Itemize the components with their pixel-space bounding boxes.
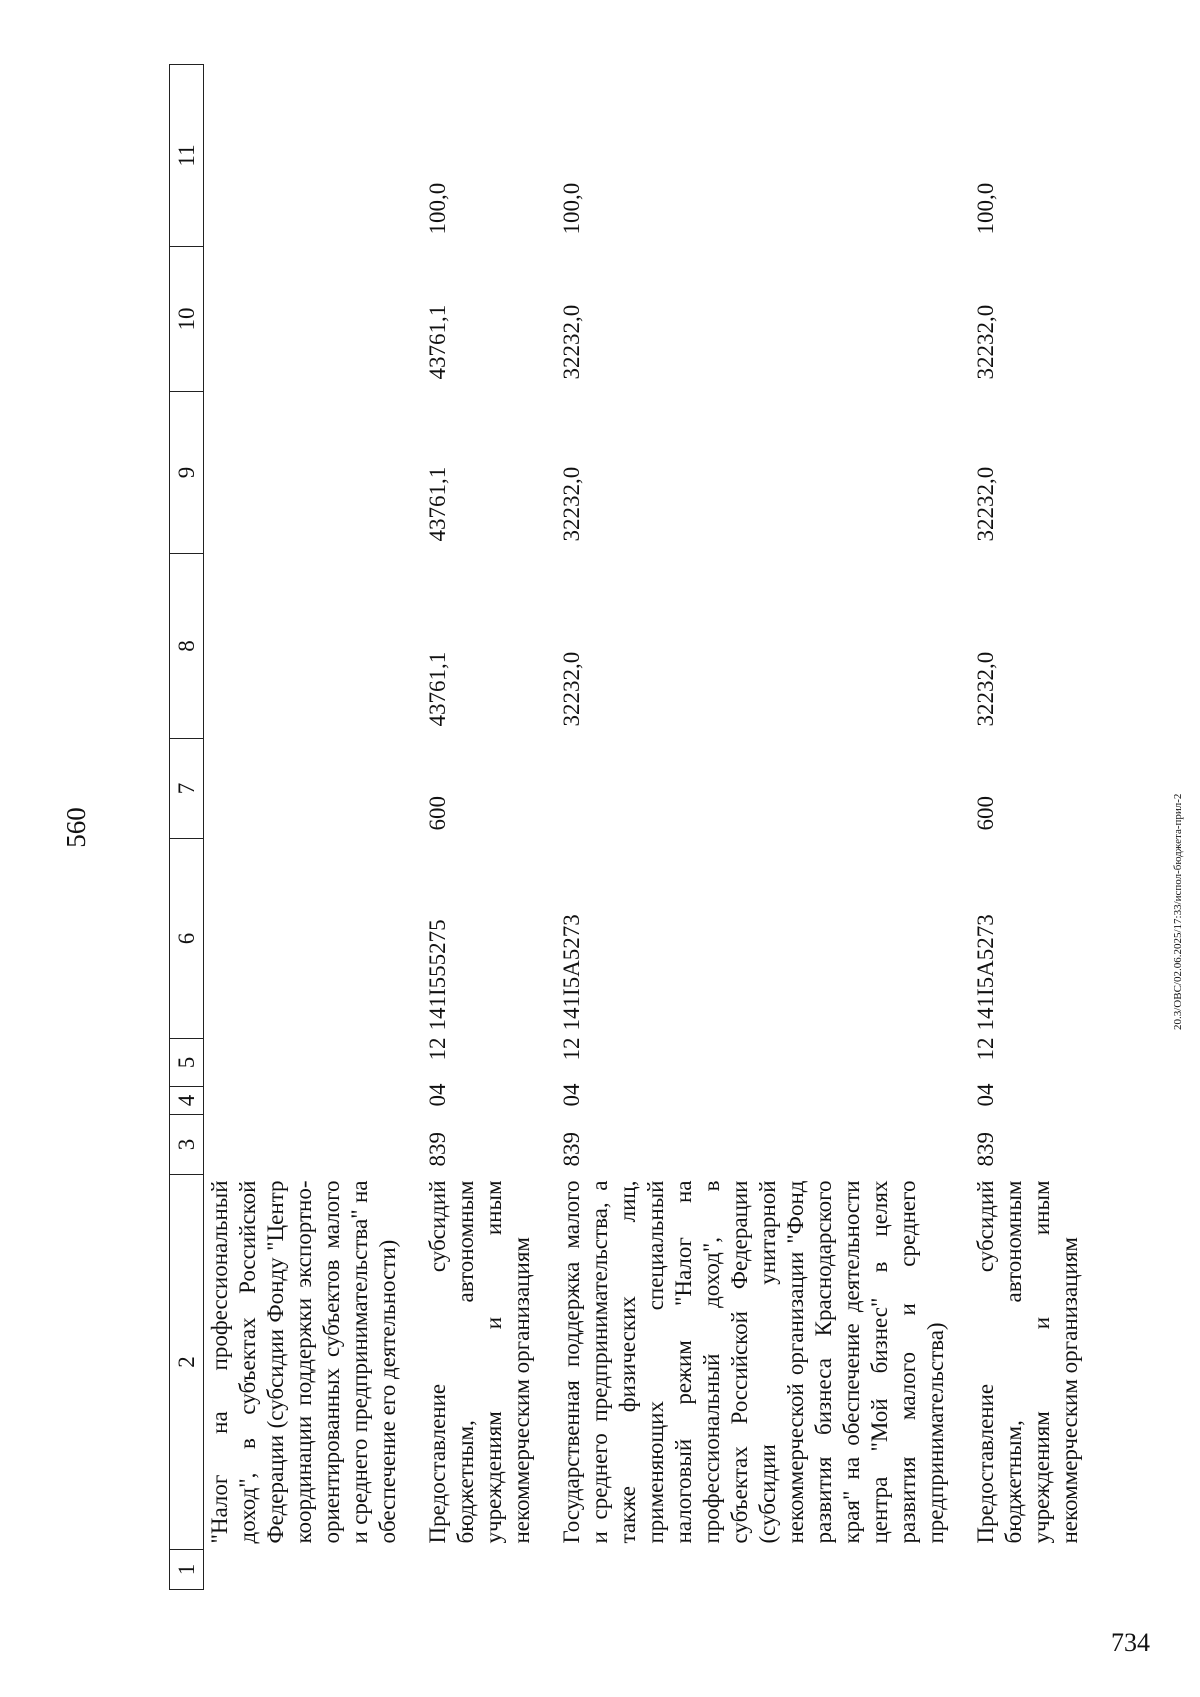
cell-plan: 43761,1 <box>425 651 450 727</box>
cell-approved: 32232,0 <box>559 466 584 542</box>
cell-approved: 32232,0 <box>973 466 998 542</box>
cell-ved: 839 <box>425 1132 450 1167</box>
column-header: 4 <box>170 1087 204 1115</box>
cell-approved <box>204 392 403 554</box>
column-header: 2 <box>170 1175 204 1550</box>
cell-vr: 600 <box>973 796 998 831</box>
cell-percent: 100,0 <box>973 182 998 235</box>
cell-ved: 839 <box>559 1132 584 1167</box>
cell-vr <box>558 739 950 839</box>
cell-ved: 839 <box>973 1132 998 1167</box>
table-row <box>204 65 403 1590</box>
cell-percent: 100,0 <box>425 182 450 235</box>
table-row <box>972 65 1084 1590</box>
row-name: Предоставление субсидий бюджетным, автономным учреждениям и иным некоммерческим организациям <box>425 1180 534 1544</box>
page-number-bottom: 734 <box>1111 1628 1150 1657</box>
cell-approved: 43761,1 <box>425 466 450 542</box>
column-header: 11 <box>170 65 204 247</box>
column-header: 1 <box>170 1550 204 1590</box>
cell-ved <box>204 1115 403 1175</box>
cell-rz: 04 <box>425 1083 450 1107</box>
cell-executed: 32232,0 <box>973 304 998 380</box>
column-header: 5 <box>170 1039 204 1087</box>
column-header: 9 <box>170 392 204 554</box>
table-row <box>558 65 950 1590</box>
cell-rz-pr <box>424 1039 536 1115</box>
cell-rz-pr <box>972 1039 1084 1115</box>
cell-plan <box>204 554 403 739</box>
cell-plan: 32232,0 <box>559 651 584 727</box>
row-name: Государственная поддержка малого и среднего предпринимательства, а также физических лиц, применяющих специальный налоговый режим "Налог на профессиональный доход", в субъектах Российской Федерации (субсидии унитарной некоммерческой организации "Фонд развития бизнеса Краснодарского края" на обеспечение деятельности центра "Мой бизнес" в целях развития малого и среднего предпринимательства) <box>559 1180 948 1544</box>
cell-percent: 100,0 <box>559 182 584 235</box>
row-name: Предоставление субсидий бюджетным, автономным учреждениям и иным некоммерческим организациям <box>973 1180 1082 1544</box>
cell-rz-pr <box>558 1039 950 1115</box>
document-stamp: 20.3/ОВС/02.06.2025/17:33/испол-бюджета-прил-2 <box>1172 793 1184 1030</box>
column-header: 3 <box>170 1115 204 1175</box>
column-header: 10 <box>170 247 204 392</box>
cell-csr: 141I555275 <box>425 919 450 1031</box>
cell-csr: 141I5A5273 <box>559 914 584 1031</box>
cell-executed: 43761,1 <box>425 304 450 380</box>
cell-vr: 600 <box>425 796 450 831</box>
cell-executed <box>204 247 403 392</box>
cell-rz: 04 <box>973 1083 998 1107</box>
cell-executed: 32232,0 <box>559 304 584 380</box>
table-header-row <box>170 65 204 1590</box>
cell-vr <box>204 739 403 839</box>
cell-pr: 12 <box>973 1037 998 1061</box>
cell-plan: 32232,0 <box>973 651 998 727</box>
column-header: 8 <box>170 554 204 739</box>
row-name: "Налог на профессиональный доход", в субъектах Российской Федерации (субсидии Фонду "Центр координации поддержки экспортно-ориентированных субъектов малого и среднего предпринимательства" на обеспечение его деятельности) <box>207 1180 400 1544</box>
column-header: 7 <box>170 739 204 839</box>
cell-percent <box>204 65 403 247</box>
table-row <box>424 65 536 1590</box>
budget-table <box>169 64 1084 1590</box>
cell-pr: 12 <box>425 1037 450 1061</box>
cell-csr <box>204 839 403 1039</box>
page-number-top: 560 <box>61 807 91 848</box>
cell-rz: 04 <box>559 1083 584 1107</box>
cell-rz-pr <box>204 1039 403 1115</box>
cell-csr: 141I5A5273 <box>973 914 998 1031</box>
column-header: 6 <box>170 839 204 1039</box>
cell-pr: 12 <box>559 1037 584 1061</box>
rotated-page <box>61 65 1094 1590</box>
